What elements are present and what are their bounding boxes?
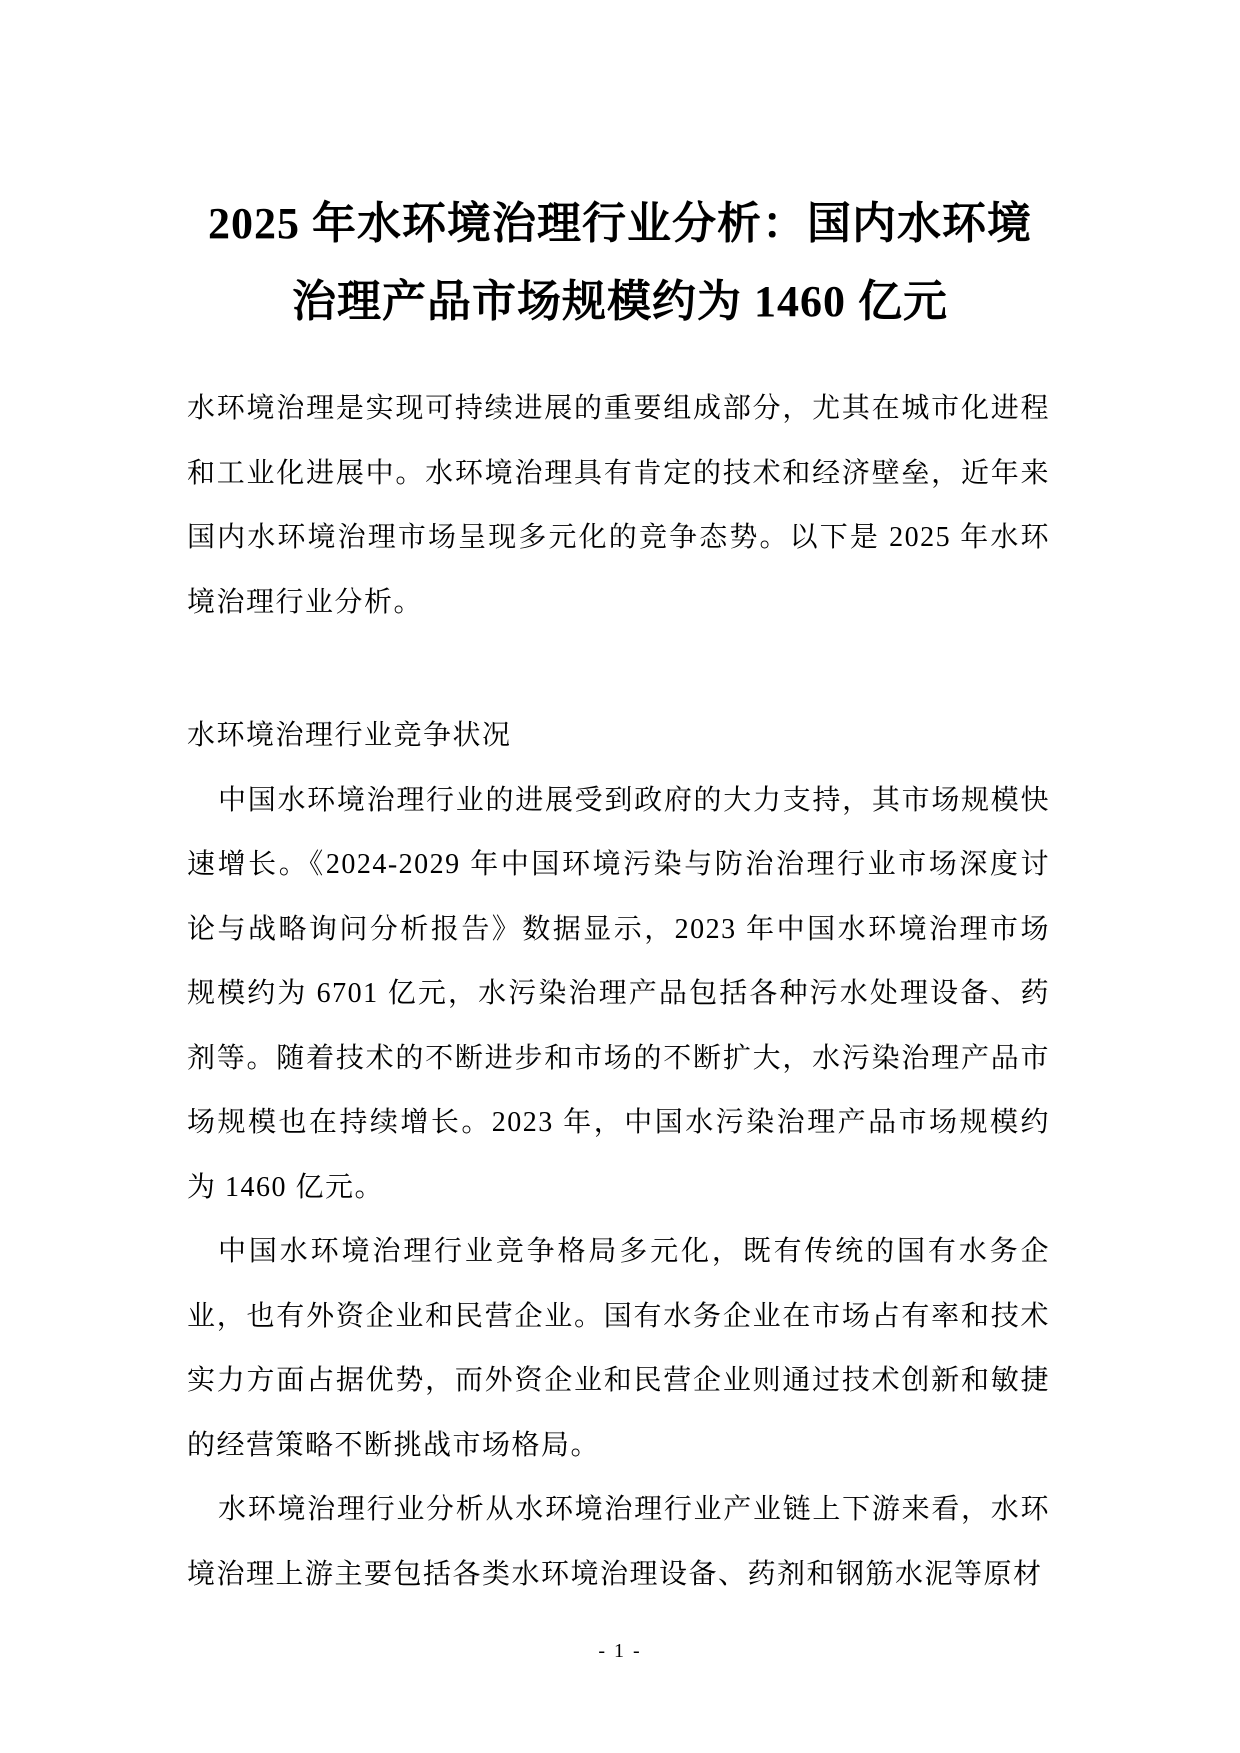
paragraph-competition-landscape: 中国水环境治理行业竞争格局多元化，既有传统的国有水务企业，也有外资企业和民营企业。国有水务企业在市场占有率和技术实力方面占据优势，而外资企业和民营企业则通过技术创新和敏捷的经营策略不断挑战市场格局。: [187, 1236, 1050, 1461]
title-line-2: 治理产品市场规模约为 1460 亿元: [292, 277, 948, 326]
paragraph-industry-chain: 水环境治理行业分析从水环境治理行业产业链上下游来看，水环境治理上游主要包括各类水环境治理设备、药剂和钢筋水泥等原材: [187, 1494, 1050, 1590]
paragraph-market-size: 中国水环境治理行业的进展受到政府的大力支持，其市场规模快速增长。《2024-2029 年中国环境污染与防治治理行业市场深度讨论与战略询问分析报告》数据显示，2023 年中国水环境治理市场规模约为 6701 亿元，水污染治理产品包括各种污水处理设备、药剂等。随着技术的不断进步和市场的不断扩大，水污染治理产品市场规模也在持续增长。2023 年，中国水污染治理产品市场规模约为 1460 亿元。: [187, 784, 1050, 1203]
document-body: [187, 377, 1050, 1607]
page-number: - 1 -: [598, 1640, 642, 1662]
section-heading-competition: 水环境治理行业竞争状况: [187, 720, 512, 751]
title-line-1: 2025 年水环境治理行业分析：国内水环境: [208, 199, 1032, 248]
intro-paragraph: 水环境治理是实现可持续进展的重要组成部分，尤其在城市化进程和工业化进展中。水环境治理具有肯定的技术和经济壁垒，近年来国内水环境治理市场呈现多元化的竞争态势。以下是 2025 年水环境治理行业分析。: [187, 393, 1050, 618]
document-title: [100, 0, 1140, 341]
